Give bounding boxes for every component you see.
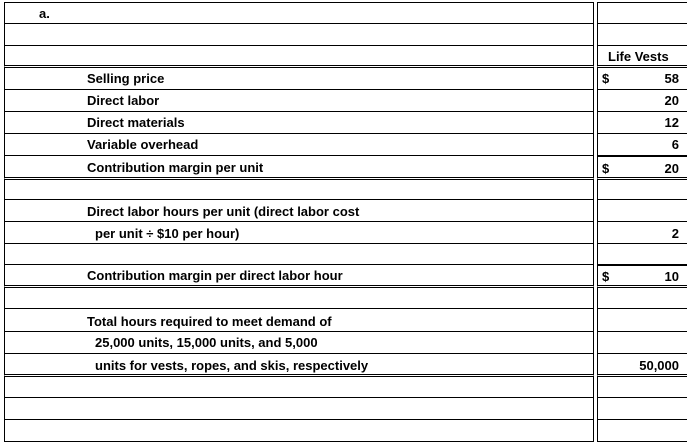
cell-right[interactable] <box>597 222 687 244</box>
table-row <box>0 200 687 222</box>
cell-right[interactable] <box>597 90 687 112</box>
table-row <box>0 134 687 156</box>
cell-left[interactable] <box>4 46 594 68</box>
cell-right[interactable] <box>597 398 687 420</box>
row-value: 50,000 <box>639 358 679 373</box>
row-blank <box>0 244 687 265</box>
row-value: 20 <box>664 93 679 108</box>
row-blank <box>0 180 687 200</box>
cell-left[interactable] <box>4 90 594 112</box>
section-label: a. <box>39 6 50 21</box>
cell-right[interactable] <box>597 420 687 442</box>
row-blank <box>0 377 687 398</box>
row-label: Direct labor <box>87 93 160 108</box>
row-column-header <box>0 46 687 68</box>
table-row <box>0 332 687 354</box>
cell-right[interactable] <box>597 180 687 200</box>
cell-right[interactable] <box>597 200 687 222</box>
row-label: Contribution margin per direct labor hour <box>87 268 343 283</box>
table-row <box>0 309 687 332</box>
cell-right[interactable] <box>597 265 687 288</box>
cell-right[interactable] <box>597 156 687 180</box>
cell-right[interactable] <box>597 46 687 68</box>
cell-right[interactable] <box>597 309 687 332</box>
cell-left[interactable] <box>4 222 594 244</box>
dollar-sign: $ <box>602 269 610 284</box>
cell-right[interactable] <box>597 112 687 134</box>
dollar-sign: $ <box>602 161 610 176</box>
column-title: Life Vests <box>608 49 669 64</box>
row-label: Direct materials <box>87 115 185 130</box>
cell-right[interactable] <box>597 244 687 265</box>
cell-left[interactable] <box>4 332 594 354</box>
cell-left[interactable] <box>4 134 594 156</box>
cell-right[interactable] <box>597 24 687 46</box>
row-blank <box>0 398 687 420</box>
row-label: Direct labor hours per unit (direct labor cost <box>87 204 360 219</box>
cell-left[interactable] <box>4 309 594 332</box>
row-value: 58 <box>664 71 679 86</box>
row-label: per unit ÷ $10 per hour) <box>95 226 240 241</box>
table-row <box>0 68 687 90</box>
row-label: Total hours required to meet demand of <box>87 314 332 329</box>
row-blank <box>0 420 687 442</box>
cell-left[interactable] <box>4 265 594 288</box>
row-label: Variable overhead <box>87 137 199 152</box>
row-value: 6 <box>671 137 679 152</box>
cell-left[interactable] <box>4 244 594 265</box>
table-row <box>0 90 687 112</box>
cell-left[interactable] <box>4 200 594 222</box>
row-value: 10 <box>664 269 679 284</box>
cell-left[interactable] <box>4 398 594 420</box>
row-blank <box>0 24 687 46</box>
cell-left[interactable] <box>4 420 594 442</box>
row-section-label <box>0 2 687 24</box>
cell-right[interactable] <box>597 134 687 156</box>
row-value: 2 <box>671 226 679 241</box>
cell-left[interactable] <box>4 377 594 398</box>
row-label: 25,000 units, 15,000 units, and 5,000 <box>95 335 318 350</box>
cell-left[interactable] <box>4 112 594 134</box>
table-row <box>0 354 687 377</box>
row-label: units for vests, ropes, and skis, respectively <box>95 358 369 373</box>
cell-left[interactable] <box>4 354 594 377</box>
row-blank <box>0 288 687 309</box>
cell-right[interactable] <box>597 332 687 354</box>
cell-right[interactable] <box>597 354 687 377</box>
table-row <box>0 222 687 244</box>
cell-right[interactable] <box>597 377 687 398</box>
row-value: 12 <box>664 115 679 130</box>
cell-right[interactable] <box>597 288 687 309</box>
cell-left[interactable] <box>4 24 594 46</box>
cell-left[interactable] <box>4 2 594 24</box>
dollar-sign: $ <box>602 71 610 86</box>
row-value: 20 <box>664 161 679 176</box>
cell-left[interactable] <box>4 288 594 309</box>
table-row <box>0 112 687 134</box>
cell-left[interactable] <box>4 68 594 90</box>
row-label: Contribution margin per unit <box>87 160 264 175</box>
cell-right[interactable] <box>597 68 687 90</box>
table-row <box>0 156 687 180</box>
row-label: Selling price <box>87 71 165 86</box>
table-row <box>0 265 687 288</box>
cell-left[interactable] <box>4 180 594 200</box>
cell-left[interactable] <box>4 156 594 180</box>
cell-right[interactable] <box>597 2 687 24</box>
